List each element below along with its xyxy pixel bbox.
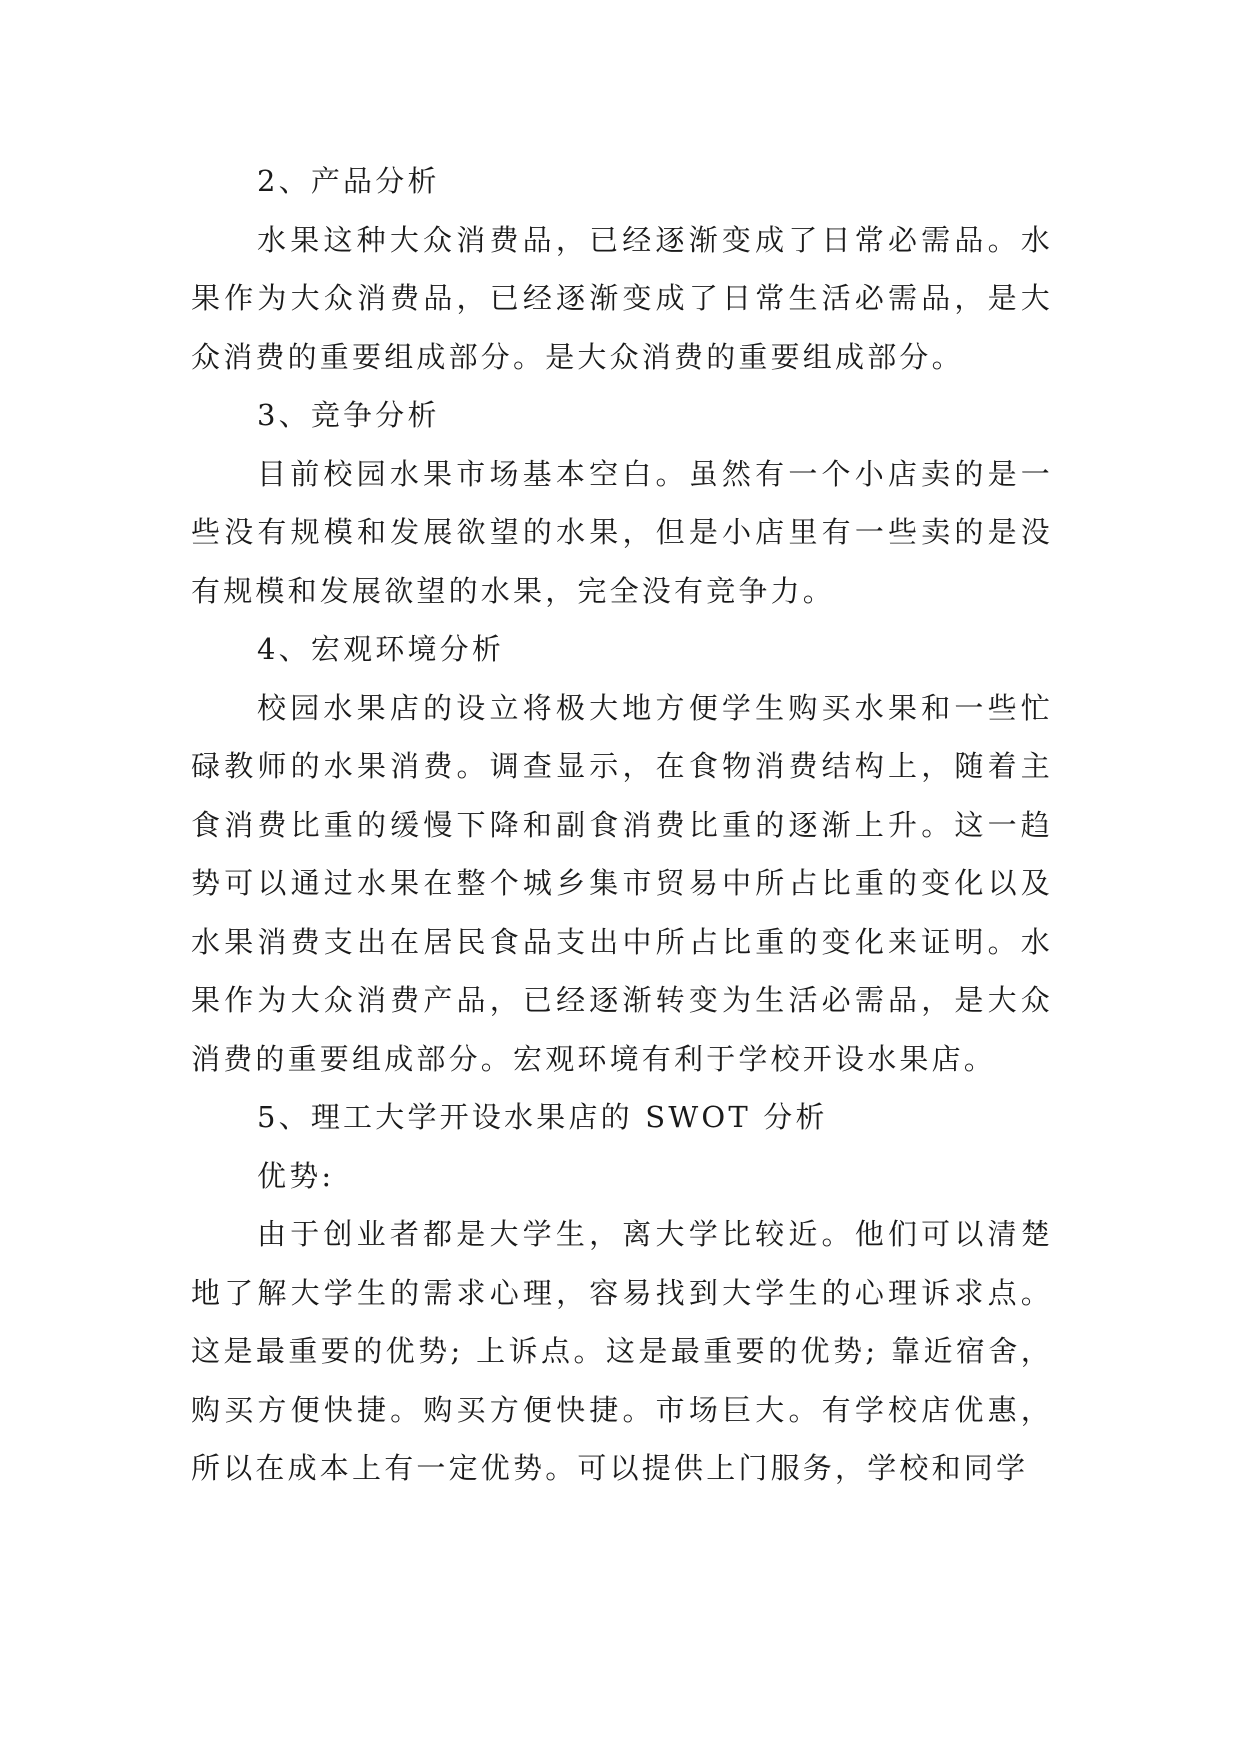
document-body (191, 152, 1053, 1498)
section-heading-competition-analysis: 3、竞争分析 (257, 398, 440, 432)
section-heading-product-analysis: 2、产品分析 (257, 164, 440, 198)
paragraph-competition-analysis: 目前校园水果市场基本空白。虽然有一个小店卖的是一些没有规模和发展欲望的水果，但是小店里有一些卖的是没有规模和发展欲望的水果，完全没有竞争力。 (191, 456, 1053, 608)
paragraph-strengths: 由于创业者都是大学生，离大学比较近。他们可以清楚地了解大学生的需求心理，容易找到大学生的心理诉求点。这是最重要的优势; 上诉点。这是最重要的优势; 靠近宿舍，购买方便快捷。购买方便快捷。市场巨大。有学校店优惠，所以在成本上有一定优势。可以提供上门服务，学校和同学 (191, 1217, 1053, 1485)
paragraph-product-analysis: 水果这种大众消费品，已经逐渐变成了日常必需品。水果作为大众消费品，已经逐渐变成了日常生活必需品，是大众消费的重要组成部分。是大众消费的重要组成部分。 (191, 222, 1053, 374)
section-heading-macro-environment: 4、宏观环境分析 (257, 632, 505, 666)
subheading-strengths: 优势: (257, 1158, 335, 1193)
section-heading-swot-analysis: 5、理工大学开设水果店的 SWOT 分析 (257, 1100, 828, 1134)
paragraph-macro-environment: 校园水果店的设立将极大地方便学生购买水果和一些忙碌教师的水果消费。调查显示，在食物消费结构上，随着主食消费比重的缓慢下降和副食消费比重的逐渐上升。这一趋势可以通过水果在整个城乡集市贸易中所占比重的变化以及水果消费支出在居民食品支出中所占比重的变化来证明。水果作为大众消费产品，已经逐渐转变为生活必需品，是大众消费的重要组成部分。宏观环境有利于学校开设水果店。 (191, 690, 1053, 1076)
